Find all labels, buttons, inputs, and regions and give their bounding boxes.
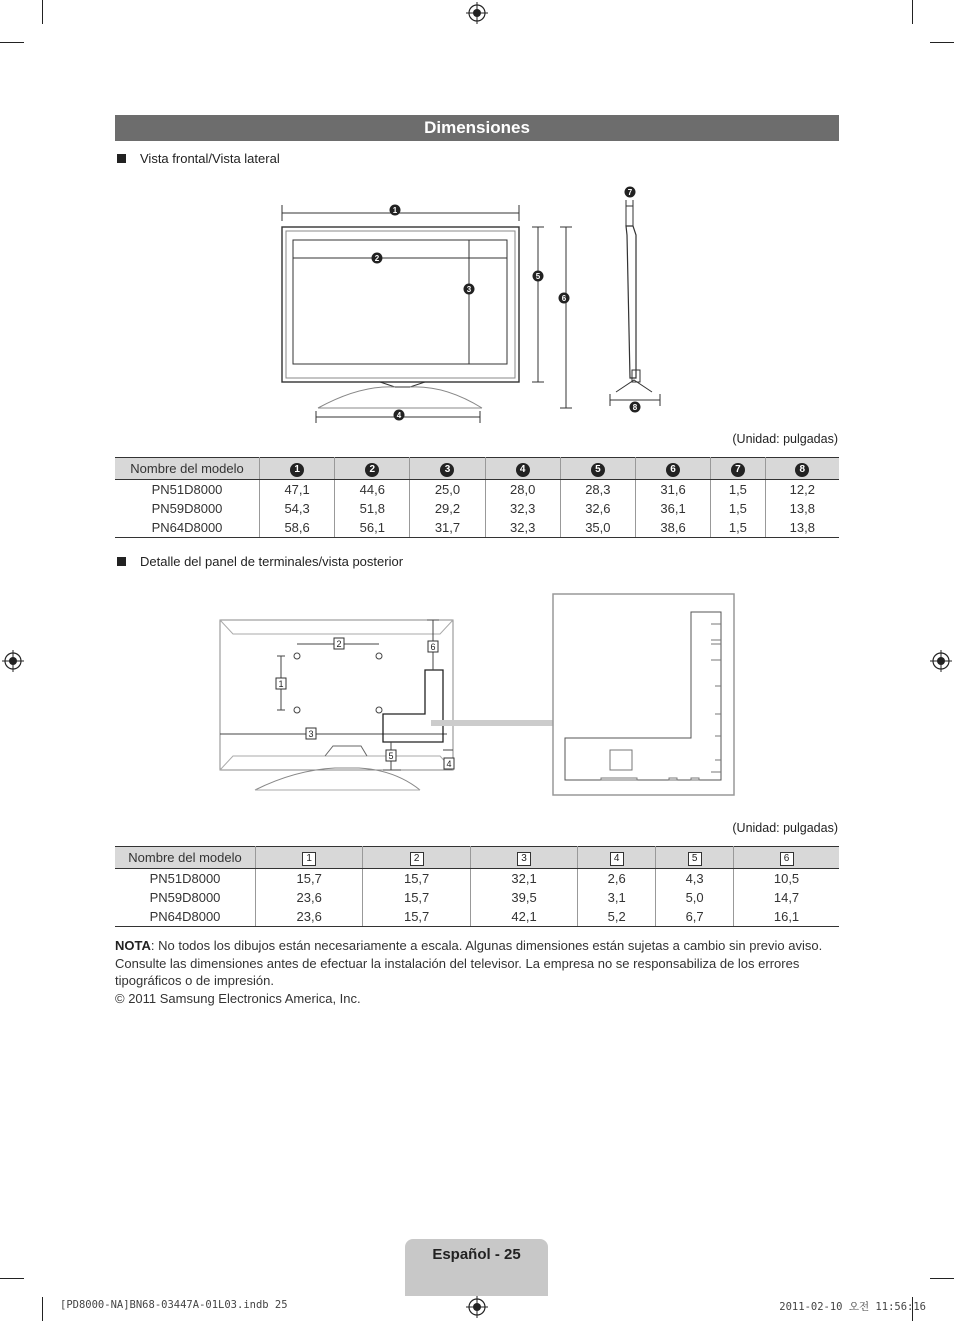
table-cell: 12,2 xyxy=(765,480,839,500)
bullet-terminal-panel xyxy=(117,554,403,569)
square-bullet-icon xyxy=(117,154,126,163)
column-header: 2 xyxy=(335,458,410,480)
crop-mark xyxy=(42,1297,43,1321)
table-cell: 25,0 xyxy=(410,480,485,500)
svg-text:2: 2 xyxy=(336,639,342,649)
column-header: 3 xyxy=(410,458,485,480)
table-cell: 54,3 xyxy=(260,499,335,518)
unit-label: (Unidad: pulgadas) xyxy=(732,432,838,446)
table-cell: 42,1 xyxy=(470,907,577,927)
front-dimensions-table xyxy=(115,457,839,538)
table-row xyxy=(115,499,839,518)
note-label: NOTA xyxy=(115,938,151,953)
table-cell: 14,7 xyxy=(734,888,839,907)
table-cell: PN59D8000 xyxy=(115,888,256,907)
svg-text:6: 6 xyxy=(430,642,436,652)
column-header: 6 xyxy=(734,847,839,869)
table-row xyxy=(115,907,839,927)
note-text xyxy=(115,937,839,990)
section-title: Dimensiones xyxy=(115,115,839,141)
registration-mark-icon xyxy=(466,2,488,24)
table-cell: 5,0 xyxy=(656,888,734,907)
column-header: 5 xyxy=(560,458,635,480)
svg-text:3: 3 xyxy=(466,285,472,294)
table-cell: PN64D8000 xyxy=(115,518,260,538)
table-cell: 35,0 xyxy=(560,518,635,538)
column-header: 7 xyxy=(711,458,766,480)
column-header: 1 xyxy=(260,458,335,480)
table-cell: 1,5 xyxy=(711,480,766,500)
column-header: 3 xyxy=(470,847,577,869)
table-cell: 56,1 xyxy=(335,518,410,538)
column-header: 2 xyxy=(363,847,470,869)
registration-mark-icon xyxy=(466,1296,488,1318)
table-cell: 16,1 xyxy=(734,907,839,927)
rear-view-diagram xyxy=(215,590,740,800)
table-cell: PN51D8000 xyxy=(115,869,256,889)
column-header: 6 xyxy=(635,458,710,480)
bullet-label: Vista frontal/Vista lateral xyxy=(140,151,280,166)
table-cell: 15,7 xyxy=(363,869,470,889)
crop-mark xyxy=(912,0,913,24)
table-cell: 28,0 xyxy=(485,480,560,500)
table-cell: 39,5 xyxy=(470,888,577,907)
table-cell: 31,6 xyxy=(635,480,710,500)
svg-text:8: 8 xyxy=(632,403,638,412)
note-paragraph xyxy=(115,937,839,1007)
table-cell: 29,2 xyxy=(410,499,485,518)
registration-mark-icon xyxy=(2,650,24,672)
crop-mark xyxy=(0,42,24,43)
column-header: 4 xyxy=(485,458,560,480)
column-header: Nombre del modelo xyxy=(115,847,256,869)
print-slug-right: 2011-02-10 오전 11:56:16 xyxy=(779,1301,926,1313)
column-header: 1 xyxy=(256,847,363,869)
rear-dimensions-table xyxy=(115,846,839,927)
svg-text:5: 5 xyxy=(388,751,394,761)
table-cell: 15,7 xyxy=(256,869,363,889)
crop-mark xyxy=(42,0,43,24)
table-cell: 15,7 xyxy=(363,888,470,907)
table-header-row xyxy=(115,458,839,480)
table-cell: 6,7 xyxy=(656,907,734,927)
table-cell: 15,7 xyxy=(363,907,470,927)
table-cell: 36,1 xyxy=(635,499,710,518)
table-cell: 23,6 xyxy=(256,888,363,907)
table-cell: 51,8 xyxy=(335,499,410,518)
table-cell: 32,6 xyxy=(560,499,635,518)
svg-text:7: 7 xyxy=(627,188,633,197)
bullet-label: Detalle del panel de terminales/vista posterior xyxy=(140,554,404,569)
table-cell: PN64D8000 xyxy=(115,907,256,927)
svg-text:6: 6 xyxy=(561,294,567,303)
bullet-front-side-view xyxy=(117,151,280,166)
svg-text:5: 5 xyxy=(535,272,541,281)
table-cell: 31,7 xyxy=(410,518,485,538)
front-side-view-diagram xyxy=(270,180,680,425)
table-cell: 1,5 xyxy=(711,499,766,518)
square-bullet-icon xyxy=(117,557,126,566)
unit-label: (Unidad: pulgadas) xyxy=(732,821,838,835)
print-slug-left: [PD8000-NA]BN68-03447A-01L03.indb 25 xyxy=(60,1299,288,1311)
table-cell: 13,8 xyxy=(765,518,839,538)
table-cell: 13,8 xyxy=(765,499,839,518)
table-cell: 58,6 xyxy=(260,518,335,538)
table-cell: 47,1 xyxy=(260,480,335,500)
table-cell: 10,5 xyxy=(734,869,839,889)
table-cell: 23,6 xyxy=(256,907,363,927)
table-row xyxy=(115,869,839,889)
crop-mark xyxy=(930,1278,954,1279)
svg-text:3: 3 xyxy=(308,729,314,739)
table-cell: 38,6 xyxy=(635,518,710,538)
table-row xyxy=(115,480,839,500)
note-body: : No todos los dibujos están necesariamente a escala. Algunas dimensiones están sujetas a cambio sin previo aviso. Consulte las dimensiones antes de efectuar la instalación del televisor. La empresa no se responsabiliza de los errores tipográficos o de impresión. xyxy=(115,938,823,988)
table-cell: 3,1 xyxy=(578,888,656,907)
table-cell: 5,2 xyxy=(578,907,656,927)
page-number-tab: Español - 25 xyxy=(405,1239,548,1296)
column-header: 4 xyxy=(578,847,656,869)
crop-mark xyxy=(0,1278,24,1279)
table-cell: 32,3 xyxy=(485,499,560,518)
column-header: 8 xyxy=(765,458,839,480)
table-cell: PN51D8000 xyxy=(115,480,260,500)
column-header: 5 xyxy=(656,847,734,869)
table-cell: 28,3 xyxy=(560,480,635,500)
svg-text:4: 4 xyxy=(396,411,402,420)
crop-mark xyxy=(930,42,954,43)
table-cell: 32,3 xyxy=(485,518,560,538)
table-cell: 2,6 xyxy=(578,869,656,889)
table-row xyxy=(115,888,839,907)
svg-text:1: 1 xyxy=(278,679,284,689)
table-cell: PN59D8000 xyxy=(115,499,260,518)
table-cell: 32,1 xyxy=(470,869,577,889)
svg-text:2: 2 xyxy=(374,254,380,263)
table-row xyxy=(115,518,839,538)
registration-mark-icon xyxy=(930,650,952,672)
table-header-row xyxy=(115,847,839,869)
table-cell: 4,3 xyxy=(656,869,734,889)
svg-text:4: 4 xyxy=(446,759,452,769)
copyright: © 2011 Samsung Electronics America, Inc. xyxy=(115,990,361,1006)
column-header: Nombre del modelo xyxy=(115,458,260,480)
svg-text:1: 1 xyxy=(392,206,398,215)
table-cell: 44,6 xyxy=(335,480,410,500)
table-cell: 1,5 xyxy=(711,518,766,538)
